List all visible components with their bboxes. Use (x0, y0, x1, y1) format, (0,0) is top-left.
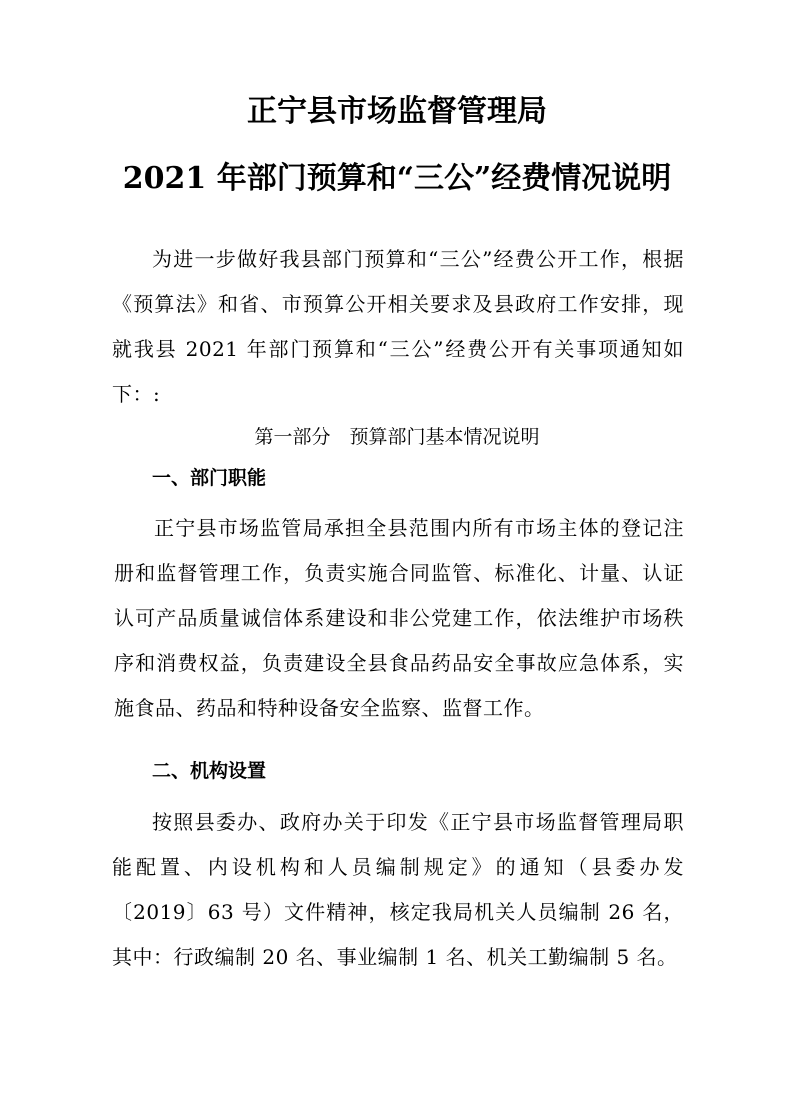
section-heading-department-functions: 一、部门职能 (152, 467, 267, 489)
organization-paragraph: 按照县委办、政府办关于印发《正宁县市场监督管理局职能配置、内设机构和人员编制规定》的通知（县委办发〔2019〕63 号）文件精神，核定我局机关人员编制 26 名，其中：行政编制 20 名、事业编制 1 名、机关工勤编制 5 名。 (112, 810, 684, 969)
document-title-line-2: 2021 年部门预算和“三公”经费情况说明 (122, 161, 672, 196)
section-heading-organization: 二、机构设置 (152, 760, 267, 782)
document-title-line-1: 正宁县市场监督管理局 (247, 94, 547, 129)
department-functions-paragraph: 正宁县市场监管局承担全县范围内所有市场主体的登记注册和监督管理工作，负责实施合同监管、标准化、计量、认证认可产品质量诚信体系建设和非公党建工作，依法维护市场秩序和消费权益，负责建设全县食品药品安全事故应急体系，实施食品、药品和特种设备安全监察、监督工作。 (114, 516, 684, 720)
part-one-heading: 第一部分 预算部门基本情况说明 (254, 426, 540, 448)
intro-paragraph: 为进一步做好我县部门预算和“三公”经费公开工作，根据《预算法》和省、市预算公开相关要求及县政府工作安排，现就我县 2021 年部门预算和“三公”经费公开有关事项通知如下：: (112, 247, 684, 406)
